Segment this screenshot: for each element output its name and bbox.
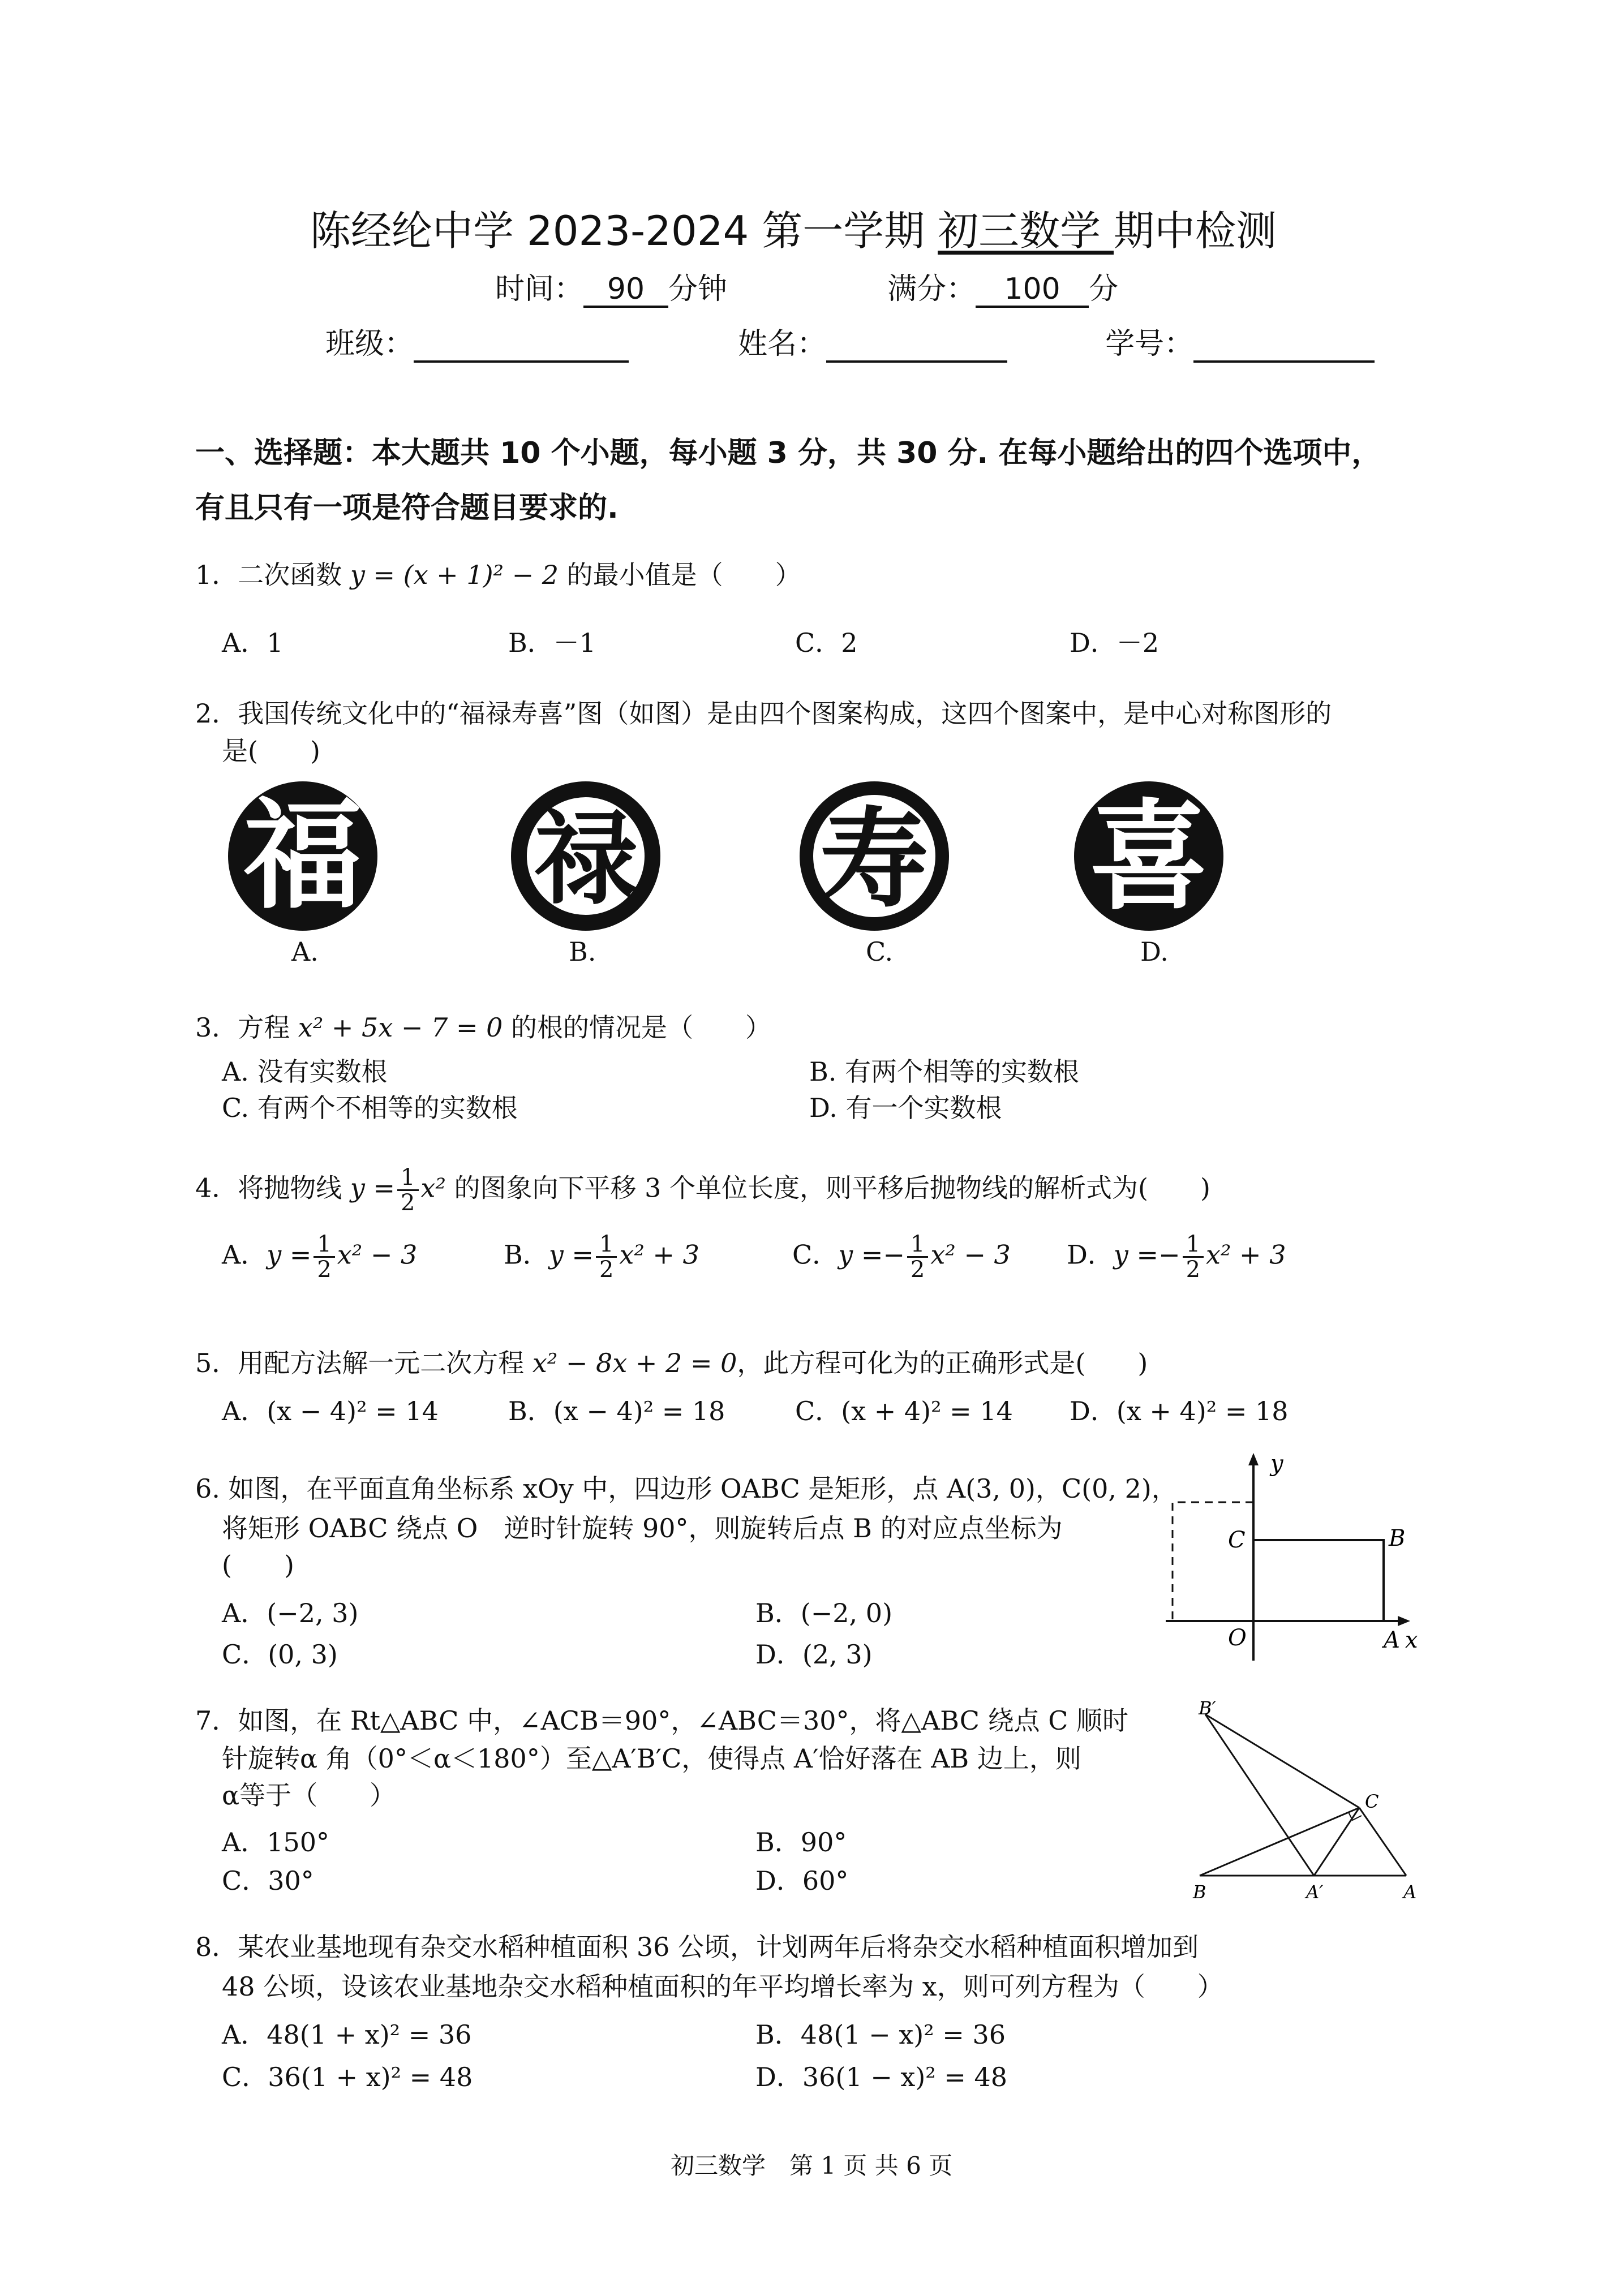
question-1: 1．二次函数 y = (x + 1)² − 2 的最小值是（ ） [195, 560, 801, 590]
section-1-heading-line1: 一、选择题：本大题共 10 个小题，每小题 3 分，共 30 分. 在每小题给出的四个选项中， [195, 436, 1381, 470]
label-b: B [1389, 1525, 1406, 1551]
q3-option-c: C. 有两个不相等的实数根 [222, 1093, 518, 1123]
page-title [310, 198, 1277, 257]
q6-option-d: D．(2, 3) [755, 1639, 873, 1670]
id-blank [1193, 328, 1375, 363]
q1-option-a: A．1 [222, 627, 284, 658]
label-b-prime: B′ [1199, 1697, 1216, 1719]
name-label: 姓名： [738, 327, 827, 361]
title-subject: 初三数学 [938, 207, 1114, 255]
label-o: O [1228, 1625, 1247, 1651]
question-5: 5．用配方法解一元二次方程 x² − 8x + 2 = 0，此方程可化为的正确形式是( ) [195, 1348, 1148, 1378]
name-blank [826, 328, 1007, 363]
y-axis-arrow-icon [1248, 1453, 1259, 1465]
label-a-prime: A′ [1306, 1881, 1324, 1903]
question-6-line2: 将矩形 OABC 绕点 O 逆时针旋转 90°，则旋转后点 B 的对应点坐标为 [222, 1513, 1063, 1543]
label-c: C [1365, 1791, 1379, 1812]
q7-option-c: C．30° [222, 1865, 314, 1896]
question-3: 3．方程 x² + 5x − 7 = 0 的根的情况是（ ） [195, 1012, 772, 1043]
q5-option-b: B．(x − 4)² = 18 [508, 1396, 725, 1426]
svg-text:喜: 喜 [1089, 786, 1209, 926]
q8-option-a: A．48(1 + x)² = 36 [222, 2019, 472, 2050]
svg-text:寿: 寿 [820, 796, 929, 922]
label-y: y [1270, 1451, 1283, 1477]
score-label: 满分： [887, 272, 976, 306]
label-b: B [1193, 1881, 1206, 1903]
student-info [325, 320, 1375, 363]
q5-option-d: D．(x + 4)² = 18 [1070, 1396, 1289, 1426]
q6-option-b: B．(−2, 0) [755, 1598, 893, 1628]
segment-b1a1 [1205, 1714, 1314, 1876]
q2-label-b: B. [569, 936, 596, 967]
question-8-line2: 48 公顷，设该农业基地杂交水稻种植面积的年平均增长率为 x，则可列方程为（ ） [222, 1971, 1223, 2002]
time-unit: 分钟 [668, 272, 728, 306]
q2-label-a: A. [291, 936, 319, 967]
rectangle-oabc [1253, 1540, 1384, 1621]
q7-option-b: B．90° [755, 1827, 847, 1858]
page-footer: 初三数学 第 1 页 共 6 页 [671, 2152, 953, 2179]
time-label: 时间： [495, 272, 584, 306]
rotated-rectangle-dashed [1173, 1502, 1253, 1621]
q3-option-d: D. 有一个实数根 [809, 1093, 1002, 1123]
q4-option-c: C．y =− $\frac{1}{2}$ x² − 3 [792, 1231, 1011, 1283]
q8-option-b: B．48(1 − x)² = 36 [755, 2019, 1006, 2050]
seal-lu-icon [506, 778, 671, 936]
q4-option-b: B．y = $\frac{1}{2}$ x² + 3 [504, 1231, 699, 1283]
q5-option-a: A．(x − 4)² = 14 [222, 1396, 439, 1426]
q6-option-a: A．(−2, 3) [222, 1598, 359, 1628]
q8-option-d: D．36(1 − x)² = 48 [755, 2062, 1008, 2092]
q5-expression: x² − 8x + 2 = 0 [532, 1348, 737, 1378]
q4-fraction: $\frac{1}{2}$ [397, 1166, 418, 1215]
question-6-line1: 6. 如图，在平面直角坐标系 xOy 中，四边形 OABC 是矩形，点 A(3, 0)，C(0, 2)， [195, 1473, 1178, 1504]
seal-xi-icon [1070, 778, 1234, 936]
time-value: 90 [583, 273, 668, 308]
q6-option-c: C．(0, 3) [222, 1639, 338, 1670]
q8-option-c: C．36(1 + x)² = 48 [222, 2062, 473, 2092]
seal-fu-icon [224, 778, 388, 936]
id-label: 学号： [1105, 327, 1194, 361]
title-main: 陈经纶中学 2023-2024 第一学期 [310, 207, 938, 255]
svg-text:禄: 禄 [534, 799, 637, 918]
q2-label-d: D. [1140, 936, 1169, 967]
q7-option-a: A．150° [222, 1827, 330, 1858]
question-4: 4．将抛物线 y = $\frac{1}{2}$ x² 的图象向下平移 3 个单位长度，则平移后抛物线的解析式为( ) [195, 1164, 1210, 1216]
q7-option-d: D．60° [755, 1865, 849, 1896]
q7-triangle-figure [1188, 1692, 1437, 1912]
q3-option-b: B. 有两个相等的实数根 [809, 1056, 1080, 1087]
q4-option-a: A．y = $\frac{1}{2}$ x² − 3 [222, 1231, 418, 1283]
question-2-line1: 2．我国传统文化中的“福禄寿喜”图（如图）是由四个图案构成，这四个图案中，是中心对称图形的 [195, 698, 1332, 729]
section-1-heading-line2: 有且只有一项是符合题目要求的. [195, 491, 619, 525]
class-label: 班级： [325, 327, 414, 361]
x-axis-arrow-icon [1398, 1616, 1410, 1626]
q6-coordinate-figure [1154, 1448, 1418, 1663]
label-a: A [1403, 1881, 1417, 1903]
label-x: x [1405, 1627, 1418, 1653]
question-6-line3: ( ) [222, 1550, 294, 1580]
label-a: A [1384, 1627, 1400, 1653]
segment-bc [1200, 1808, 1359, 1876]
question-7-line2: 针旋转α 角（0°＜α＜180°）至△A′B′C，使得点 A′恰好落在 AB 边上，则 [222, 1743, 1081, 1774]
question-2-line2: 是( ) [222, 736, 320, 766]
q1-expression: y = (x + 1)² − 2 [350, 560, 559, 590]
label-c: C [1228, 1527, 1246, 1553]
segment-ca [1359, 1808, 1406, 1876]
class-blank [414, 328, 629, 363]
q3-expression: x² + 5x − 7 = 0 [298, 1012, 503, 1043]
exam-info [495, 265, 1118, 308]
q3-option-a: A. 没有实数根 [222, 1056, 388, 1087]
segment-b1c [1205, 1714, 1359, 1808]
q1-option-c: C．2 [795, 627, 858, 658]
question-8-line1: 8．某农业基地现有杂交水稻种植面积 36 公顷，计划两年后将杂交水稻种植面积增加到 [195, 1932, 1199, 1962]
q4-option-d: D．y =− $\frac{1}{2}$ x² + 3 [1067, 1231, 1286, 1283]
seal-shou-icon [792, 778, 956, 936]
score-value: 100 [976, 273, 1089, 308]
title-tail: 期中检测 [1114, 207, 1277, 255]
q1-option-b: B．－1 [508, 627, 596, 658]
q1-option-d: D．－2 [1070, 627, 1160, 658]
svg-text:福: 福 [243, 785, 363, 925]
question-7-line1: 7．如图，在 Rt△ABC 中，∠ACB＝90°，∠ABC＝30°，将△ABC 绕点 C 顺时 [195, 1705, 1129, 1736]
question-7-line3: α等于（ ） [222, 1780, 396, 1811]
q5-option-c: C．(x + 4)² = 14 [795, 1396, 1013, 1426]
score-unit: 分 [1089, 272, 1119, 306]
q2-label-c: C. [866, 936, 894, 967]
